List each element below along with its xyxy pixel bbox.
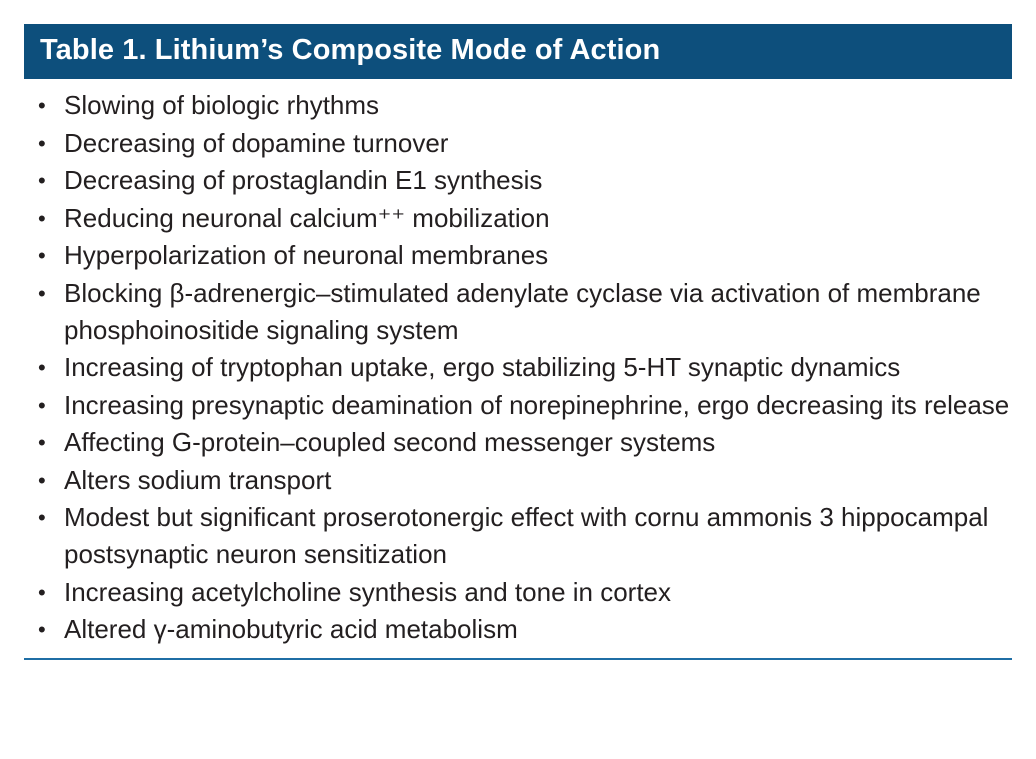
list-item: • Affecting G-protein–coupled second messenger systems (24, 424, 1012, 461)
table-footer-rule (24, 658, 1012, 660)
list-item: • Increasing presynaptic deamination of norepinephrine, ergo decreasing its release (24, 387, 1012, 424)
list-item: • Altered γ-aminobutyric acid metabolism (24, 611, 1012, 648)
table-body (24, 79, 1012, 648)
list-item: • Modest but significant proserotonergic effect with cornu ammonis 3 hippocampal postsynaptic neuron sensitization (24, 499, 1012, 573)
list-item: • Reducing neuronal calcium⁺⁺ mobilization (24, 200, 1012, 237)
list-item: • Blocking β-adrenergic–stimulated adenylate cyclase via activation of membrane phosphoinositide signaling system (24, 275, 1012, 349)
list-item: • Hyperpolarization of neuronal membranes (24, 237, 1012, 274)
mode-of-action-list (24, 87, 1012, 648)
list-item: • Increasing of tryptophan uptake, ergo stabilizing 5-HT synaptic dynamics (24, 349, 1012, 386)
table-figure (24, 24, 1012, 660)
list-item: • Decreasing of dopamine turnover (24, 125, 1012, 162)
table-title: Table 1. Lithium’s Composite Mode of Action (24, 24, 1012, 79)
list-item: • Increasing acetylcholine synthesis and tone in cortex (24, 574, 1012, 611)
list-item: • Slowing of biologic rhythms (24, 87, 1012, 124)
list-item: • Decreasing of prostaglandin E1 synthesis (24, 162, 1012, 199)
list-item: • Alters sodium transport (24, 462, 1012, 499)
